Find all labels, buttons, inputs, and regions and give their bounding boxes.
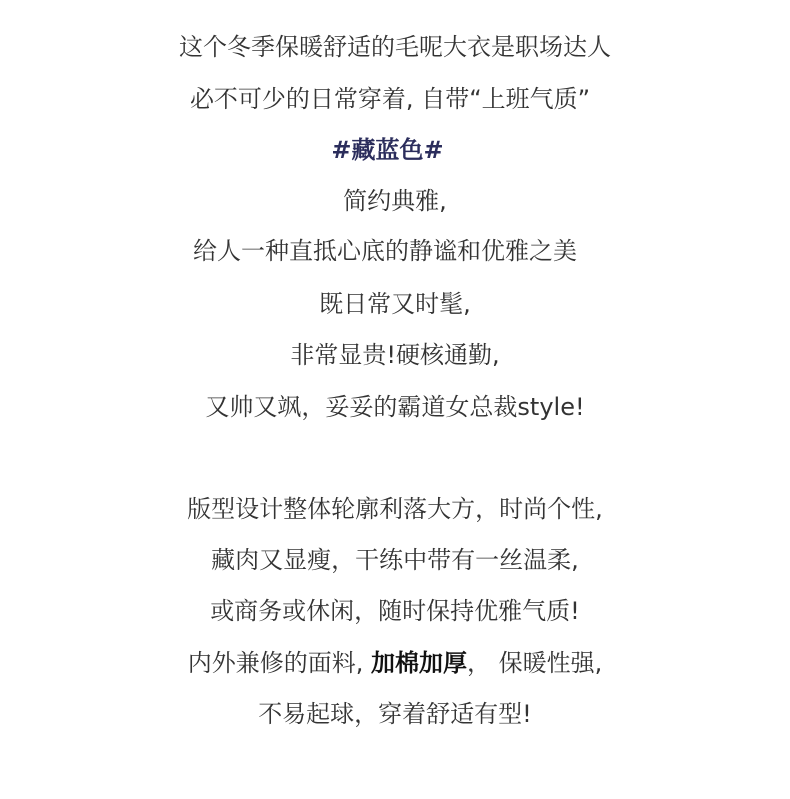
color-tag-heading: #藏蓝色# [331, 136, 444, 164]
text-line-13: 不易起球，穿着舒适有型! [258, 700, 532, 728]
text-line-9: 版型设计整体轮廓利落大方，时尚个性, [187, 495, 603, 523]
text-line-2: 必不可少的日常穿着, 自带“上班气质” [189, 85, 591, 113]
text-line-7: 非常显贵!硬核通勤, [290, 341, 500, 369]
text-line-5: 给人一种直抵心底的静谧和优雅之美 [193, 237, 577, 265]
thickened-highlight: 加棉加厚 [371, 649, 467, 677]
text-line-1: 这个冬季保暖舒适的毛呢大衣是职场达人 [179, 33, 611, 61]
text-line-10: 藏肉又显瘦，干练中带有一丝温柔, [211, 546, 579, 574]
text-line-11: 或商务或休闲，随时保持优雅气质! [210, 597, 580, 625]
text-line-12-end: ， 保暖性强, [467, 649, 603, 677]
text-line-8: 又帅又飒，妥妥的霸道女总裁style! [205, 393, 585, 421]
text-line-12-start: 内外兼修的面料, [187, 649, 371, 677]
text-line-4: 简约典雅, [343, 187, 447, 215]
text-line-6: 既日常又时髦, [319, 290, 471, 318]
text-line-12 [0, 646, 790, 680]
